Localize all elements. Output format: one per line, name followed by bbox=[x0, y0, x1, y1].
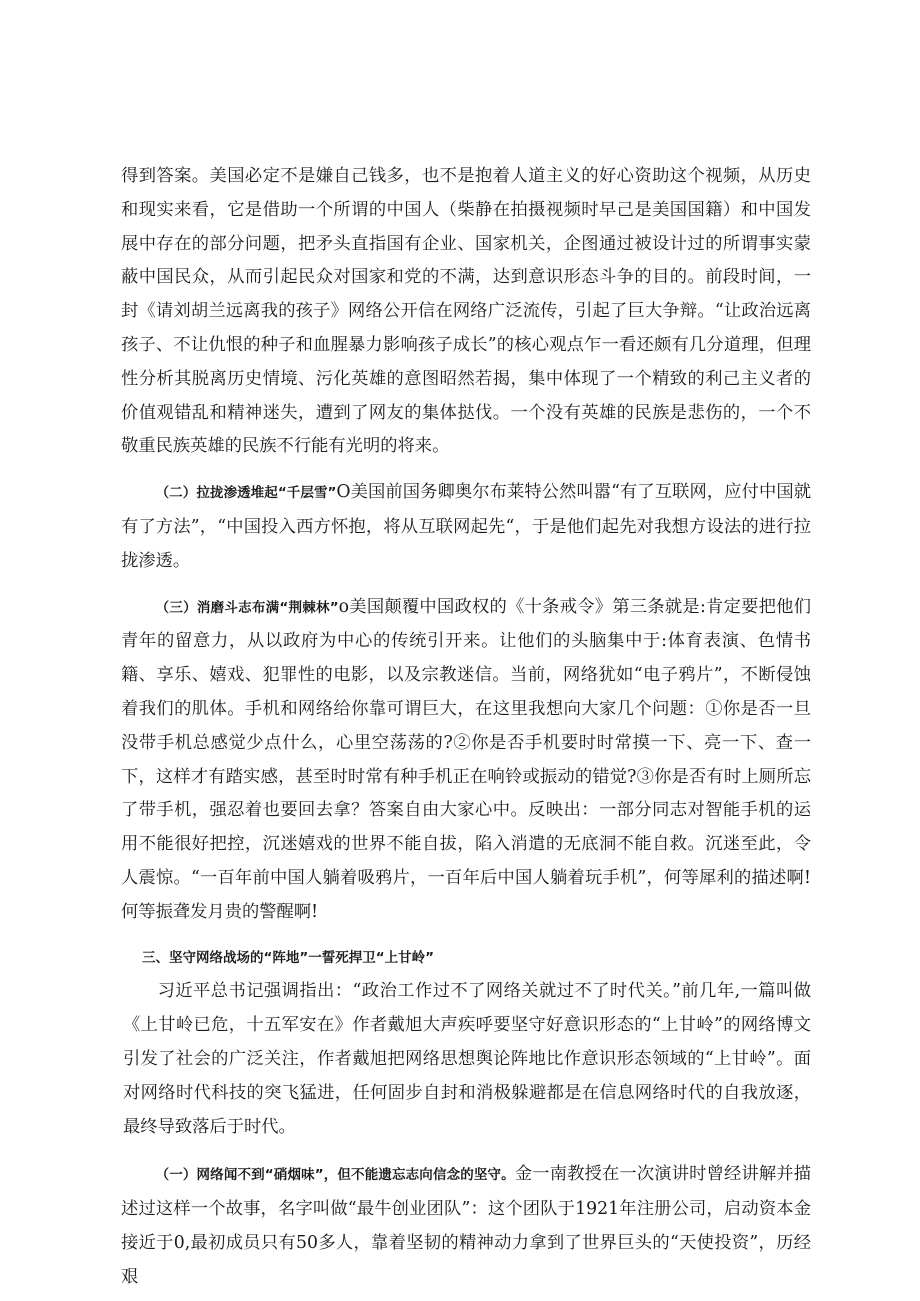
section-lead-3: （三）消磨斗志布满“荆棘林” bbox=[155, 599, 339, 616]
document-body bbox=[121, 160, 811, 1295]
paragraph-text: O美国前国务卿奥尔布莱特公然叫嚣“有了互联网，应付中国就有了方法”，“中国投入西方怀抱，将从互联网起先“，于是他们起先对我想方设法的进行拉拢渗透。 bbox=[121, 482, 811, 571]
section-lead-5: （一）网络闻不到“硝烟味”，但不能遗忘志向信念的坚守。 bbox=[155, 1167, 515, 1184]
body-paragraph-5 bbox=[121, 1158, 811, 1294]
section-heading-3: 三、坚守网络战场的“阵地”一誓死捍卫“上甘岭” bbox=[142, 949, 434, 966]
body-paragraph-2 bbox=[121, 476, 811, 578]
body-paragraph-1 bbox=[121, 160, 811, 464]
paragraph-text: o美国颠覆中国政权的《十条戒令》第三条就是:肯定要把他们青年的留意力，从以政府为中心的传统引开来。让他们的头脑集中于:体育表演、色情书籍、享乐、嬉戏、犯罪性的电影，以及宗教迷信。当前，网络犹如“电子鸦片”，不断侵蚀着我们的肌体。手机和网络给你靠可谓巨大，在这里我想向大家几个问题：①你是否一旦没带手机总感觉少点什么，心里空荡荡的?②你是否手机要时时常摸一下、亮一下、查一下，这样才有踏实感，甚至时时常有种手机正在响铃或振动的错觉?③你是否有时上厕所忘了带手机，强忍着也要回去拿？答案自由大家心中。反映出：一部分同志对智能手机的运用不能很好把控，沉迷嬉戏的世界不能自拔，陷入消遣的无底洞不能自救。沉迷至此，令人震惊。“一百年前中国人躺着吸鸦片，一百年后中国人躺着玩手机”，何等犀利的描述啊!何等振聋发月贵的警醒啊! bbox=[121, 596, 811, 922]
paragraph-text: 得到答案。美国必定不是嫌自己钱多，也不是抱着人道主义的好心资助这个视频，从历史和现实来看，它是借助一个所谓的中国人（柴静在拍摄视频时早己是美国国籍）和中国发展中存在的部分问题，把矛头直指国有企业、国家机关，企图通过被设计过的所谓事实蒙蔽中国民众，从而引起民众对国家和党的不满，达到意识形态斗争的目的。前段时间，一封《请刘胡兰远离我的孩子》网络公开信在网络广泛流传，引起了巨大争辩。“让政治远离孩子、不让仇恨的种子和血腥暴力影响孩子成长”的核心观点乍一看还颇有几分道理，但理性分析其脱离历史情境、污化英雄的意图昭然若揭，集中体现了一个精致的利己主义者的价值观错乱和精神迷失，遭到了网友的集体挞伐。一个没有英雄的民族是悲伤的，一个不敬重民族英雄的民族不行能有光明的将来。 bbox=[121, 166, 811, 457]
paragraph-text: 习近平总书记强调指出：“政治工作过不了网络关就过不了时代关。”前几年,一篇叫做《上甘岭已危，十五军安在》作者戴旭大声疾呼要坚守好意识形态的“上甘岭”的网络博文引发了社会的广泛关注，作者戴旭把网络思想舆论阵地比作意识形态领域的“上甘岭”。面对网络时代科技的突飞猛进，任何固步自封和消极躲避都是在信息网络时代的自我放逐，最终导致落后于时代。 bbox=[123, 981, 811, 1137]
body-paragraph-4 bbox=[121, 975, 811, 1144]
paragraph-text: 金一南教授在一次演讲时曾经讲解并描述过这样一个故事，名字叫做“最牛创业团队”：这个团队于1921年注册公司，启动资本金接近于0,最初成员只有50多人，靠着坚韧的精神动力拿到了世界巨头的“天使投资”，历经艰 bbox=[121, 1164, 811, 1287]
section-lead-2: （二）拉拢渗透堆起“千层雪” bbox=[155, 485, 337, 502]
body-paragraph-3 bbox=[121, 591, 811, 930]
